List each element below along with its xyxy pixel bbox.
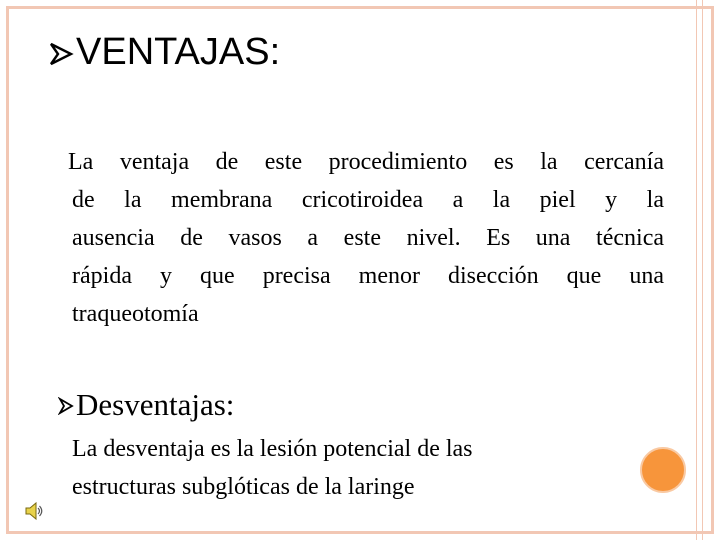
disadvantages-line: estructuras subglóticas de la laringe [72,474,415,500]
advantages-paragraph [64,143,664,333]
frame-rail [702,0,703,540]
frame-rail [696,0,697,540]
advantages-line: ausencia de vasos a este nivel. Es una técnica [72,225,664,251]
arrow-bullet-icon [48,42,74,66]
slide-heading [48,28,280,76]
speaker-icon[interactable] [24,500,44,522]
advantages-line: de la membrana cricotiroidea a la piel y la [72,187,664,213]
advantages-line: traqueotomía [72,301,199,327]
arrow-bullet-icon [58,397,74,415]
sub-heading-text: Desventajas: [76,387,235,422]
disadvantages-paragraph [72,430,672,506]
advantages-line: La ventaja de este procedimiento es la cercanía [68,149,664,175]
heading-text: VENTAJAS: [76,31,281,73]
sub-heading [58,385,234,425]
decorative-circle [640,447,686,493]
disadvantages-line: La desventaja es la lesión potencial de las [72,436,473,462]
advantages-line: rápida y que precisa menor disección que una [72,263,664,289]
